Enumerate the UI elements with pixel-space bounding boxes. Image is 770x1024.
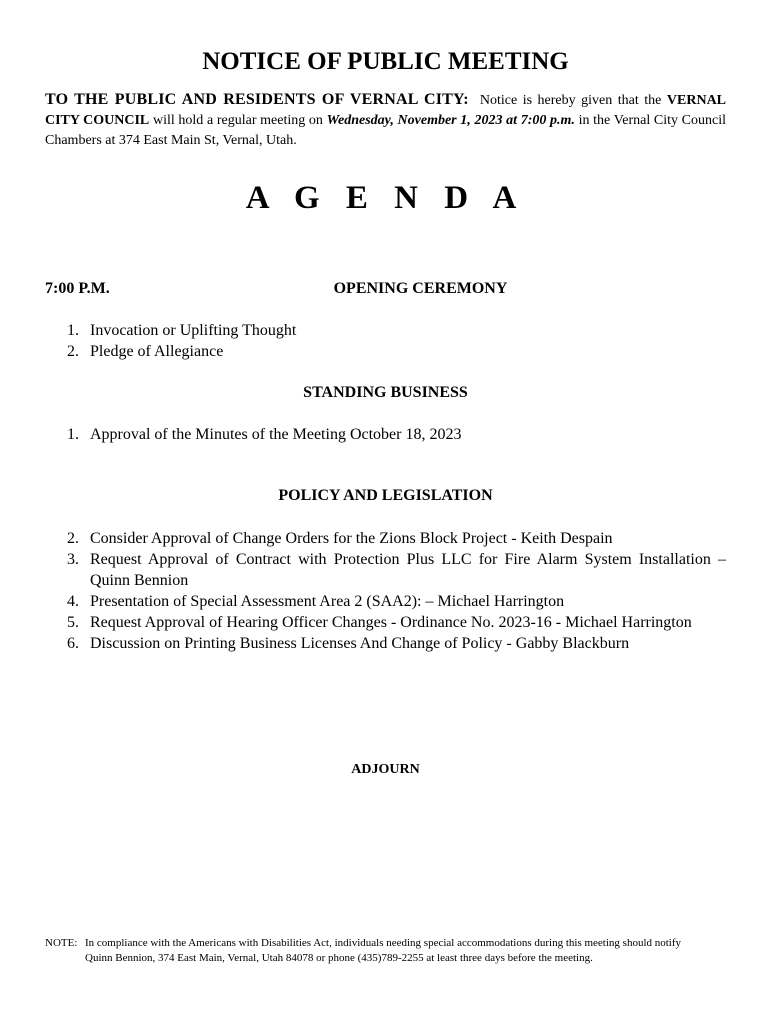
note-text: In compliance with the Americans with Disabilities Act, individuals needing special accommodations during this meeting should notify Quinn Bennion, 374 East Main, Vernal, Utah 84078 or phone (435)789-2255 at least three days before the meeting.: [85, 937, 682, 964]
item-number: 4.: [67, 593, 79, 610]
opening-items-list: [45, 320, 726, 362]
agenda-heading: A G E N D A: [245, 180, 526, 216]
item-text: Pledge of Allegiance: [90, 343, 224, 360]
list-item: [45, 528, 726, 549]
notice-text-2: will hold a regular meeting on: [152, 113, 323, 128]
list-item: [45, 341, 726, 362]
list-item: [45, 612, 726, 633]
notice-text-1: Notice is hereby given that the: [479, 93, 662, 108]
start-time: 7:00 P.M.: [45, 280, 110, 297]
item-text: Request Approval of Hearing Officer Changes - Ordinance No. 2023-16 - Michael Harrington: [90, 614, 692, 631]
item-number: 2.: [67, 343, 79, 360]
item-text: Request Approval of Contract with Protection Plus LLC for Fire Alarm System Installation – Quinn Bennion: [90, 551, 726, 589]
document-title: NOTICE OF PUBLIC MEETING: [202, 48, 569, 75]
item-number: 2.: [67, 530, 79, 547]
list-item: [45, 320, 726, 341]
meeting-datetime: Wednesday, November 1, 2023 at 7:00 p.m.: [326, 113, 575, 128]
notice-text-3: in the Vernal City Council Chambers at 374 East Main St, Vernal, Utah.: [45, 113, 727, 148]
meeting-notice-paragraph: [45, 90, 726, 151]
list-item: [45, 549, 726, 591]
policy-items-list: [45, 528, 726, 654]
notice-lead: TO THE PUBLIC AND RESIDENTS OF VERNAL CITY:: [45, 91, 469, 108]
section-heading-opening: OPENING CEREMONY: [333, 280, 508, 297]
item-number: 3.: [67, 551, 79, 568]
item-text: Discussion on Printing Business Licenses And Change of Policy - Gabby Blackburn: [90, 635, 630, 652]
council-name: VERNAL CITY COUNCIL: [45, 93, 727, 128]
list-item: [45, 591, 726, 612]
item-number: 5.: [67, 614, 79, 631]
item-number: 6.: [67, 635, 79, 652]
item-number: 1.: [67, 322, 79, 339]
item-number: 1.: [67, 426, 79, 443]
note-label: NOTE:: [45, 937, 78, 949]
section-heading-standing: STANDING BUSINESS: [303, 384, 468, 401]
standing-items-list: [45, 424, 726, 445]
item-text: Consider Approval of Change Orders for the Zions Block Project - Keith Despain: [90, 530, 613, 547]
adjourn-heading: ADJOURN: [351, 762, 420, 777]
ada-note: [45, 936, 705, 966]
list-item: [45, 424, 726, 445]
item-text: Invocation or Uplifting Thought: [90, 322, 297, 339]
agenda-document: [45, 0, 726, 1024]
item-text: Approval of the Minutes of the Meeting October 18, 2023: [90, 426, 462, 443]
item-text: Presentation of Special Assessment Area 2 (SAA2): – Michael Harrington: [90, 593, 565, 610]
list-item: [45, 633, 726, 654]
section-heading-policy: POLICY AND LEGISLATION: [278, 487, 493, 504]
